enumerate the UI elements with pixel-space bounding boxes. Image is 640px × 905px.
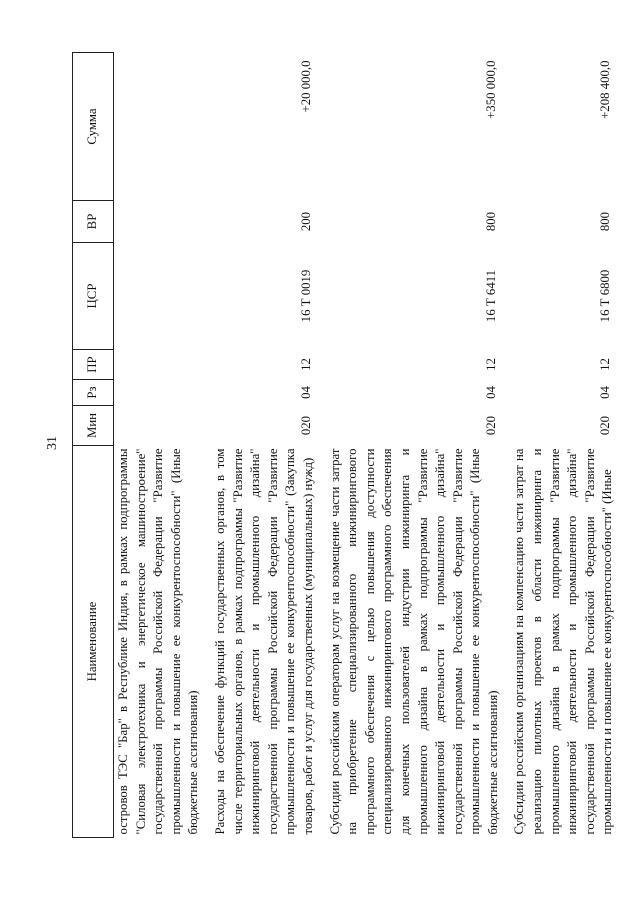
page-number: 31 [45,436,60,450]
header-name: Наименование [73,446,114,838]
row-sum: +20 000,0 [298,60,313,113]
row-csr: 16 Т 0019 [298,269,313,323]
row-sum: +350 000,0 [483,60,498,119]
row-rz [114,380,203,406]
row-name: островов ТЭС "Бар" в Республике Индия, в рамках подпрограммы "Силовая электротехника и энергетическое машиностроение" государственной программы Российской Федерации "Развитие промышленности и повышение ее конкурентоспособности" (Иные бюджетные ассигнования) [116,448,201,835]
table-header [73,53,114,838]
row-pr: 12 [298,358,313,371]
header-rz: Рз [73,380,114,406]
row-name: Субсидии российским операторам услуг на возмещение части затрат на приобретение специализированного инжинирингового программного обеспечения с целью повышения доступности специализированного инжинирингового программного обеспечения для конечных пользователей индустрии инжиниринга и промышленного дизайна в рамках подпрограммы "Развитие инжиниринговой деятельности и промышленного дизайна" государственной программы Российской Федерации "Развитие промышленности и повышение ее конкурентоспособности" (Иные бюджетные ассигнования) [327,448,500,835]
row-name: Расходы на обеспечение функций государственных органов, в том числе территориальных органов, в рамках подпрограммы "Развитие инжиниринговой деятельности и промышленного дизайна" государственной программы Российской Федерации "Развитие промышленности и повышение ее конкурентоспособности" (Закупка товаров, работ и услуг для государственных (муниципальных) нужд) [212,448,315,835]
row-vr: 800 [598,211,613,232]
row-vr: 200 [298,211,313,232]
header-vr: ВР [73,201,114,243]
row-csr: 16 Т 6800 [598,269,613,323]
row-rz: 04 [598,386,613,399]
row-csr [114,243,203,350]
table-row [114,53,203,838]
row-min: 020 [598,415,613,436]
table-row [318,53,503,838]
row-min: 020 [298,415,313,436]
row-csr: 16 Т 6411 [483,269,498,323]
header-sum: Сумма [73,53,114,201]
row-pr: 12 [598,358,613,371]
row-pr [114,350,203,380]
row-name: Субсидии российским организациям на компенсацию части затрат на реализацию пилотных проектов в области инжиниринга и промышленного дизайна в рамках подпрограммы "Развитие инжиниринговой деятельности и промышленного дизайна" государственной программы Российской Федерации "Развитие промышленности и повышение ее конкурентоспособности" (Иные [512,448,615,835]
row-sum: +208 400,0 [598,60,613,119]
budget-table [72,52,617,838]
row-vr [114,201,203,243]
row-min [114,406,203,446]
row-min: 020 [483,415,498,436]
header-pr: ПР [73,350,114,380]
row-vr: 800 [483,211,498,232]
table-row [502,53,617,838]
header-csr: ЦСР [73,243,114,350]
row-sum [114,53,203,201]
row-rz: 04 [298,386,313,399]
row-pr: 12 [483,358,498,371]
row-rz: 04 [483,386,498,399]
rotated-page [72,53,615,838]
header-min: Мин [73,406,114,446]
table-row [203,53,318,838]
